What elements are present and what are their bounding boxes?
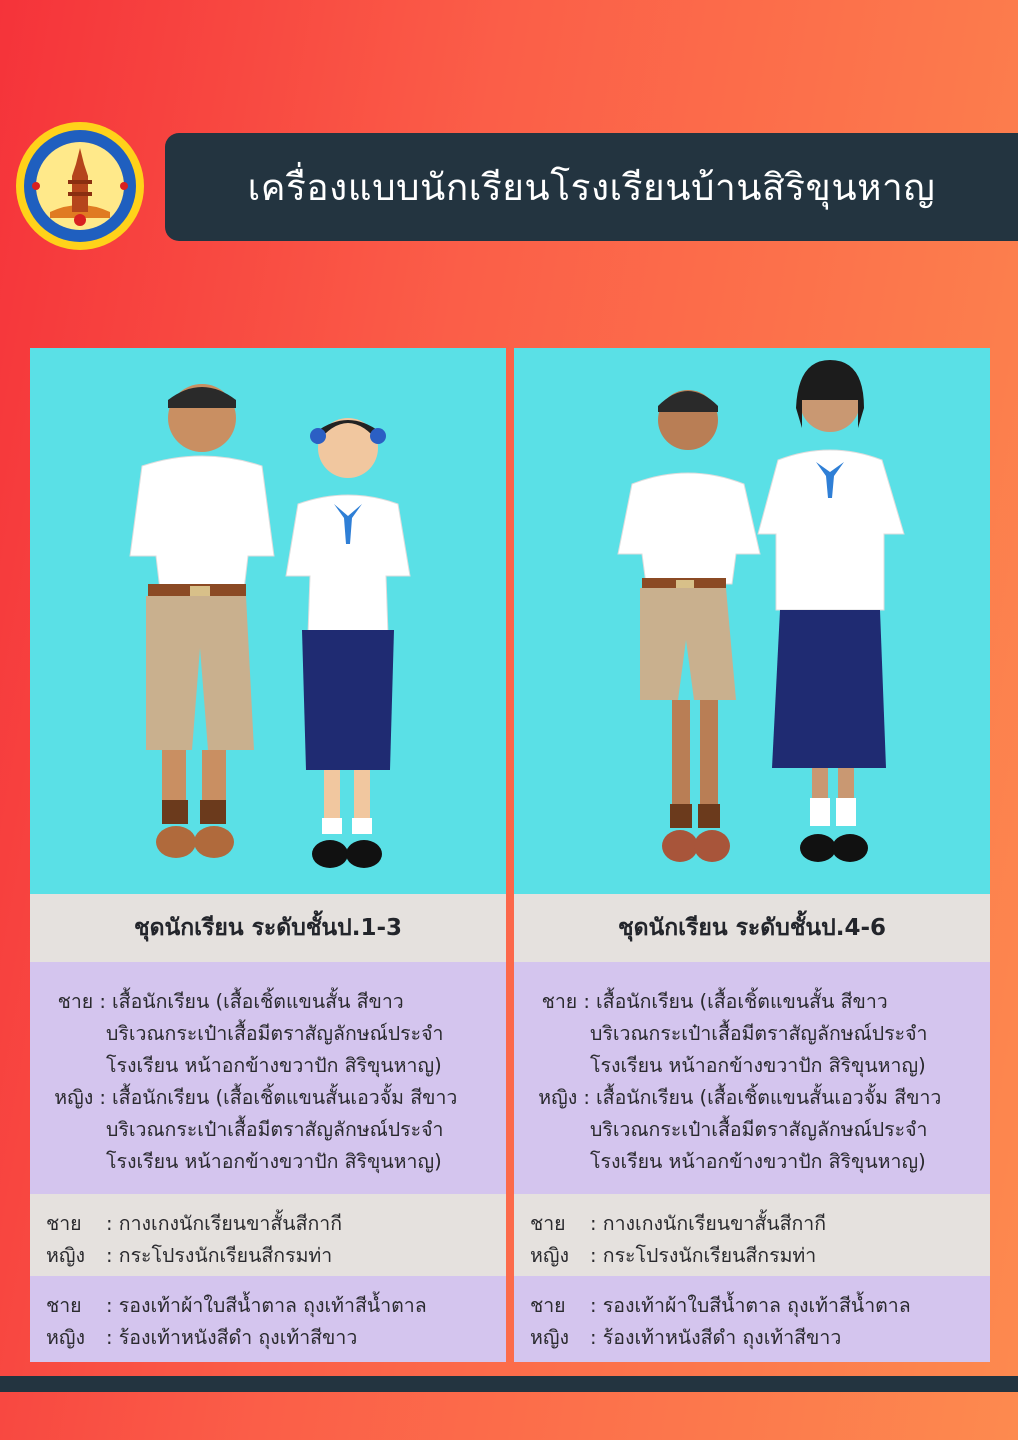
boy-figure bbox=[130, 384, 274, 858]
girl-shirt-line-3: โรงเรียน หน้าอกข้างขวาปัก สิริขุนหาญ) bbox=[106, 1150, 442, 1173]
footer-bar bbox=[0, 1376, 1018, 1392]
boy-shirt-row bbox=[524, 986, 990, 1018]
boy-shirt-line-1: เสื้อนักเรียน (เสื้อเชิ้ตแขนสั้น สีขาว bbox=[596, 990, 888, 1013]
girl-shirt-row bbox=[524, 1082, 990, 1114]
uniform-card-p1-3 bbox=[30, 348, 506, 1362]
boy-label: ชาย : bbox=[57, 990, 106, 1013]
girl-label: หญิง bbox=[530, 1326, 569, 1349]
students-photo-icon bbox=[30, 348, 506, 894]
shoes-section bbox=[30, 1276, 506, 1362]
boy-label: ชาย bbox=[530, 1294, 566, 1317]
boy-shirt-line-3: โรงเรียน หน้าอกข้างขวาปัก สิริขุนหาญ) bbox=[590, 1054, 926, 1077]
uniform-card-p4-6 bbox=[514, 348, 990, 1362]
boy-shoes-row bbox=[40, 1290, 506, 1322]
girl-shirt-line-1: เสื้อนักเรียน (เสื้อเชิ้ตแขนสั้นเอวจั้ม สีขาว bbox=[112, 1086, 458, 1109]
shirt-section bbox=[30, 962, 506, 1194]
boy-shirt-line-2: บริเวณกระเป๋าเสื้อมีตราสัญลักษณ์ประจำ bbox=[106, 1022, 444, 1045]
boy-shirt-line-2: บริเวณกระเป๋าเสื้อมีตราสัญลักษณ์ประจำ bbox=[590, 1022, 928, 1045]
girl-label: หญิง bbox=[46, 1244, 85, 1267]
card-heading: ชุดนักเรียน ระดับชั้นป.4-6 bbox=[514, 894, 990, 962]
page-title: เครื่องแบบนักเรียนโรงเรียนบ้านสิริขุนหาญ bbox=[247, 165, 936, 209]
boy-bottoms-row bbox=[524, 1208, 990, 1240]
girl-label: หญิง bbox=[530, 1244, 569, 1267]
bottoms-section bbox=[30, 1194, 506, 1276]
boy-shirt-line-3: โรงเรียน หน้าอกข้างขวาปัก สิริขุนหาญ) bbox=[106, 1054, 442, 1077]
boy-shirt-row bbox=[40, 986, 506, 1018]
boy-label: ชาย bbox=[530, 1212, 566, 1235]
girl-bottoms-text: : กระโปรงนักเรียนสีกรมท่า bbox=[106, 1244, 333, 1267]
girl-bottoms-row bbox=[40, 1240, 506, 1272]
girl-shoes-text: : ร้องเท้าหนังสีดำ ถุงเท้าสีขาว bbox=[106, 1326, 358, 1349]
girl-label: หญิง : bbox=[538, 1086, 590, 1109]
shoes-section bbox=[514, 1276, 990, 1362]
girl-label: หญิง : bbox=[54, 1086, 106, 1109]
boy-shirt-line-1: เสื้อนักเรียน (เสื้อเชิ้ตแขนสั้น สีขาว bbox=[112, 990, 404, 1013]
boy-shoes-row bbox=[524, 1290, 990, 1322]
boy-bottoms-text: : กางเกงนักเรียนขาสั้นสีกากี bbox=[590, 1212, 827, 1235]
girl-shirt-line-2: บริเวณกระเป๋าเสื้อมีตราสัญลักษณ์ประจำ bbox=[590, 1118, 928, 1141]
girl-shoes-row bbox=[40, 1322, 506, 1354]
title-bar bbox=[165, 133, 1018, 241]
boy-figure bbox=[618, 390, 760, 862]
boy-shoes-text: : รองเท้าผ้าใบสีน้ำตาล ถุงเท้าสีน้ำตาล bbox=[106, 1294, 427, 1317]
girl-figure bbox=[286, 418, 410, 868]
girl-shoes-row bbox=[524, 1322, 990, 1354]
boy-label: ชาย bbox=[46, 1212, 82, 1235]
girl-label: หญิง bbox=[46, 1326, 85, 1349]
boy-label: ชาย bbox=[46, 1294, 82, 1317]
boy-bottoms-text: : กางเกงนักเรียนขาสั้นสีกากี bbox=[106, 1212, 343, 1235]
girl-shirt-row bbox=[40, 1082, 506, 1114]
girl-figure bbox=[758, 360, 904, 862]
girl-shirt-line-3: โรงเรียน หน้าอกข้างขวาปัก สิริขุนหาญ) bbox=[590, 1150, 926, 1173]
school-logo bbox=[14, 120, 146, 252]
students-photo-icon bbox=[514, 348, 990, 894]
boy-bottoms-row bbox=[40, 1208, 506, 1240]
card-heading: ชุดนักเรียน ระดับชั้นป.1-3 bbox=[30, 894, 506, 962]
bottoms-section bbox=[514, 1194, 990, 1276]
girl-shirt-line-2: บริเวณกระเป๋าเสื้อมีตราสัญลักษณ์ประจำ bbox=[106, 1118, 444, 1141]
girl-shirt-line-1: เสื้อนักเรียน (เสื้อเชิ้ตแขนสั้นเอวจั้ม สีขาว bbox=[596, 1086, 942, 1109]
girl-bottoms-text: : กระโปรงนักเรียนสีกรมท่า bbox=[590, 1244, 817, 1267]
boy-label: ชาย : bbox=[541, 990, 590, 1013]
shirt-section bbox=[514, 962, 990, 1194]
girl-shoes-text: : ร้องเท้าหนังสีดำ ถุงเท้าสีขาว bbox=[590, 1326, 842, 1349]
boy-shoes-text: : รองเท้าผ้าใบสีน้ำตาล ถุงเท้าสีน้ำตาล bbox=[590, 1294, 911, 1317]
girl-bottoms-row bbox=[524, 1240, 990, 1272]
